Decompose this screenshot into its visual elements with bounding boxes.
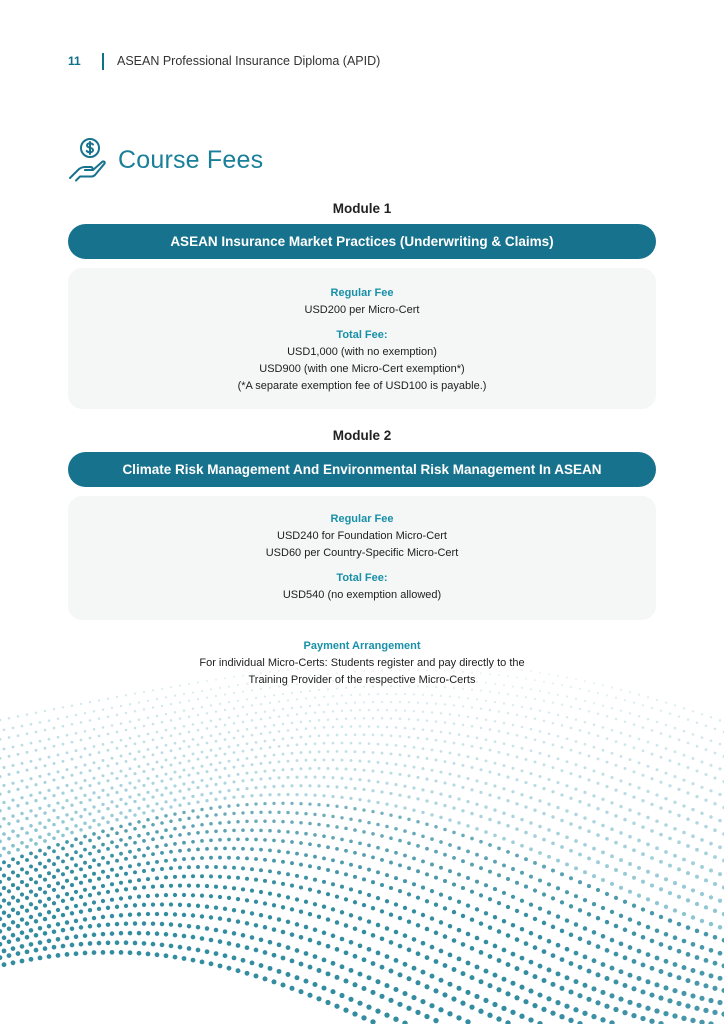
module-2-regular-line: USD60 per Country-Specific Micro-Cert: [265, 547, 459, 559]
module-2-name: Climate Risk Management And Environmental Risk Management In ASEAN: [122, 462, 602, 477]
document-title: ASEAN Professional Insurance Diploma (APID): [117, 54, 381, 68]
payment-label: Payment Arrangement: [303, 640, 421, 652]
module-2-regular-fee-label: Regular Fee: [330, 513, 394, 525]
module-1-regular-fee: USD200 per Micro-Cert: [304, 304, 420, 316]
section-title: Course Fees: [118, 145, 264, 174]
payment-line: Training Provider of the respective Micro-Certs: [248, 674, 476, 686]
module-1-label: Module 1: [332, 201, 392, 216]
page-number: 11: [68, 54, 81, 68]
module-1-total-line: USD900 (with one Micro-Cert exemption*): [259, 363, 465, 375]
module-1-exemption-note: (*A separate exemption fee of USD100 is payable.): [237, 380, 487, 392]
module-2-total-fee: USD540 (no exemption allowed): [282, 589, 442, 601]
page-header: [68, 52, 380, 70]
module-1-total-line: USD1,000 (with no exemption): [287, 346, 437, 358]
module-2-label: Module 2: [332, 428, 392, 443]
module-1-banner: [68, 224, 656, 259]
module-1-fee-card: [68, 268, 656, 409]
payment-arrangement: [0, 638, 724, 689]
module-2-regular-line: USD240 for Foundation Micro-Cert: [277, 530, 447, 542]
header-divider: [102, 53, 104, 70]
module-2-banner: [68, 452, 656, 487]
module-1-name: ASEAN Insurance Market Practices (Underwriting & Claims): [170, 234, 554, 249]
module-2-total-fee-label: Total Fee:: [336, 572, 388, 584]
module-2-fee-card: [68, 496, 656, 620]
module-1-regular-fee-label: Regular Fee: [330, 287, 394, 299]
module-1-total-fee-label: Total Fee:: [336, 329, 388, 341]
hand-holding-dollar-icon: [68, 136, 110, 184]
payment-line: For individual Micro-Certs: Students register and pay directly to the: [199, 657, 525, 669]
section-heading: [68, 136, 263, 184]
